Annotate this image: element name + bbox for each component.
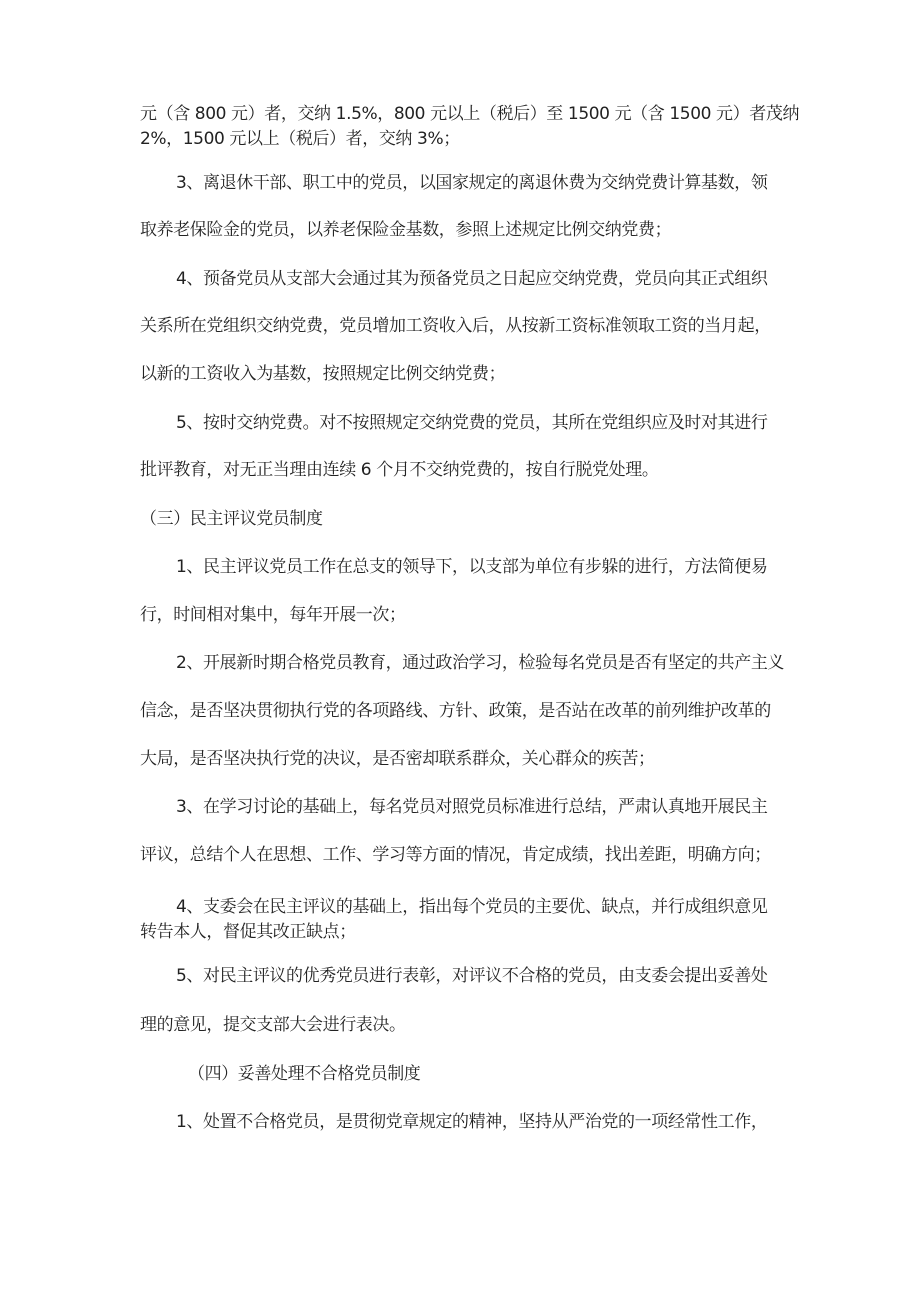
fee-item-3-line-1: 3、离退休干部、职工中的党员，以国家规定的离退休费为交纳党费计算基数，领	[176, 173, 768, 193]
s4-item-1-line-1: 1、处置不合格党员，是贯彻党章规定的精神，坚持从严治党的一项经常性工作，	[176, 1112, 768, 1132]
fee-item-5-line-2: 批评教育，对无正当理由连续 6 个月不交纳党费的，按自行脱党处理。	[140, 460, 659, 480]
s3-item-1-line-1: 1、民主评议党员工作在总支的领导下，以支部为单位有步躲的进行，方法简便易	[176, 557, 768, 577]
s3-item-2-line-1: 2、开展新时期合格党员教育，通过政治学习，检验每名党员是否有坚定的共产主义	[176, 653, 785, 673]
s3-item-3-line-1: 3、在学习讨论的基础上，每名党员对照党员标准进行总结，严肃认真地开展民主	[176, 797, 768, 817]
section-3-heading: （三）民主评议党员制度	[140, 509, 323, 529]
s3-item-5-line-2: 理的意见，提交支部大会进行表决。	[140, 1015, 406, 1035]
s3-item-2-line-2: 信念，是否坚决贯彻执行党的各项路线、方针、政策，是否站在改革的前列维护改革的	[140, 701, 771, 721]
section-4-heading: （四）妥善处理不合格党员制度	[188, 1064, 421, 1084]
fee-rates-line-2: 2%，1500 元以上（税后）者，交纳 3%；	[140, 129, 460, 149]
fee-item-4-line-2: 关系所在党组织交纳党费，党员增加工资收入后，从按新工资标准领取工资的当月起，	[140, 316, 771, 336]
fee-item-4-line-3: 以新的工资收入为基数，按照规定比例交纳党费；	[140, 364, 506, 384]
fee-rates-line-1: 元（含 800 元）者，交纳 1.5%，800 元以上（税后）至 1500 元（含 1500 元）者茂纳	[140, 104, 800, 124]
s3-item-4-line-2: 转告本人，督促其改正缺点；	[140, 922, 356, 942]
fee-item-5-line-1: 5、按时交纳党费。对不按照规定交纳党费的党员，其所在党组织应及时对其进行	[176, 413, 768, 433]
s3-item-1-line-2: 行，时间相对集中，每年开展一次；	[140, 605, 406, 625]
s3-item-3-line-2: 评议，总结个人在思想、工作、学习等方面的情况，肯定成绩，找出差距，明确方向；	[140, 845, 771, 865]
fee-item-3-line-2: 取养老保险金的党员，以养老保险金基数，参照上述规定比例交纳党费；	[140, 220, 672, 240]
s3-item-5-line-1: 5、对民主评议的优秀党员进行表彰，对评议不合格的党员，由支委会提出妥善处	[176, 966, 768, 986]
s3-item-4-line-1: 4、支委会在民主评议的基础上，指出每个党员的主要优、缺点，并行成组织意见	[176, 897, 768, 917]
fee-item-4-line-1: 4、预备党员从支部大会通过其为预备党员之日起应交纳党费，党员向其正式组织	[176, 269, 768, 289]
s3-item-2-line-3: 大局，是否坚决执行党的决议，是否密却联系群众，关心群众的疾苦；	[140, 749, 655, 769]
